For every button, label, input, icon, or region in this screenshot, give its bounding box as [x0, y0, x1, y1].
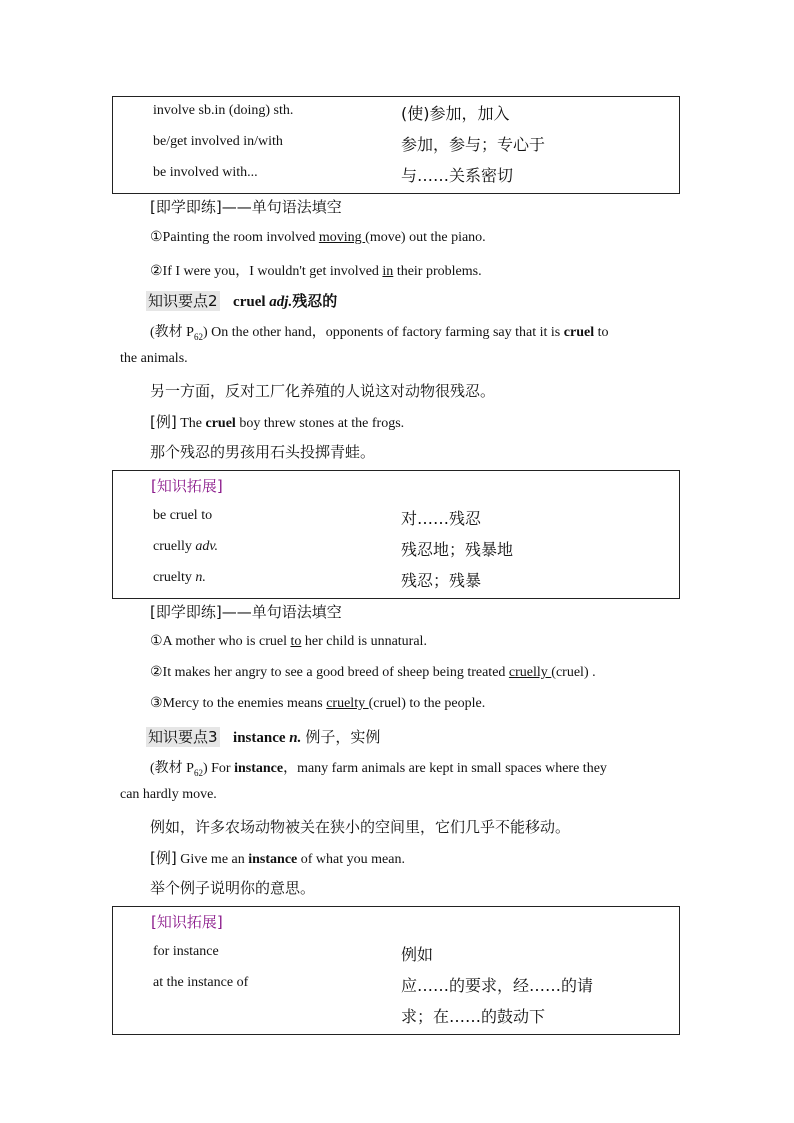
part-of-speech: adv. [195, 539, 219, 554]
phrase-zh: 应……的要求，经……的请 [401, 976, 594, 995]
phrase-en: be/get involved in/with [153, 134, 283, 149]
sentence-text: (cruel) . [551, 665, 596, 680]
phrase-zh: 残忍；残暴 [401, 571, 482, 590]
sentence-text: (cruel) to the people. [368, 696, 486, 711]
translation: 另一方面，反对工厂化养殖的人说这对动物很残忍。 [150, 382, 496, 400]
source-text: ，many farm animals are kept in small spaces where they [283, 761, 607, 776]
page-number: 62 [193, 331, 203, 342]
practice-heading: [即学即练]——单句语法填空 [150, 198, 342, 216]
textbook-source [150, 757, 607, 778]
source-text: ) For [202, 761, 235, 776]
phrase-row [153, 1006, 673, 1028]
phrase-zh: 例如 [401, 945, 434, 964]
phrase-en [153, 539, 218, 555]
phrase-en: involve sb.in (doing) sth. [153, 103, 294, 118]
phrase-row [153, 539, 673, 561]
expansion-box-cruel [112, 470, 680, 599]
practice-sentence [150, 664, 596, 681]
answer-blank: cruelly [508, 665, 552, 680]
phrase-en: at the instance of [153, 975, 249, 990]
phrase-word: cruelty [153, 570, 196, 585]
example-translation: 那个残忍的男孩用石头投掷青蛙。 [150, 443, 376, 461]
practice-sentence [150, 229, 486, 246]
keyword-in-sentence: instance [234, 761, 284, 776]
source-text: (教材 P [150, 325, 194, 340]
part-of-speech: n. [195, 570, 206, 585]
knowledge-point-label: 知识要点2 [148, 292, 218, 310]
keyword-in-sentence: instance [248, 852, 298, 867]
sentence-text: ②It makes her angry to see a good breed of sheep being treated [150, 665, 509, 680]
sentence-text: ③Mercy to the enemies means [150, 696, 327, 711]
part-of-speech: adj. [269, 294, 293, 310]
phrase-zh: 残忍地；残暴地 [401, 540, 514, 559]
source-text: ) On the other hand，opponents of factory farming say that it is [202, 325, 564, 340]
box-title: [知识拓展] [151, 913, 223, 931]
keyword: cruel [233, 294, 270, 310]
sentence-text: ①Painting the room involved [150, 230, 319, 245]
example-translation: 举个例子说明你的意思。 [150, 879, 316, 897]
example-sentence [150, 847, 405, 868]
phrase-row [153, 570, 673, 592]
sentence-text: her child is unnatural. [301, 634, 427, 649]
phrase-row [153, 103, 673, 125]
practice-heading: [即学即练]——单句语法填空 [150, 603, 342, 621]
textbook-source [150, 321, 608, 342]
textbook-source-cont: can hardly move. [120, 787, 217, 802]
phrase-zh: 对……残忍 [401, 509, 482, 528]
phrase-en: be cruel to [153, 508, 213, 523]
box-title: [知识拓展] [151, 477, 223, 495]
example-text: Give me an [176, 852, 249, 867]
keyword-meaning: 例子，实例 [305, 728, 381, 746]
sentence-text: (move) out the piano. [365, 230, 486, 245]
knowledge-point-heading [146, 726, 380, 747]
practice-sentence [150, 695, 485, 712]
sentence-text: ②If I were you，I wouldn't get involved [150, 264, 383, 279]
translation: 例如，许多农场动物被关在狭小的空间里，它们几乎不能移动。 [150, 818, 571, 836]
phrase-zh-continuation: 求；在……的鼓动下 [401, 1007, 546, 1026]
knowledge-point-heading [146, 290, 337, 311]
phrase-row [153, 508, 673, 530]
part-of-speech: n. [289, 730, 302, 746]
example-sentence [150, 411, 404, 432]
practice-sentence [150, 633, 427, 650]
example-text: The [176, 416, 206, 431]
answer-blank: in [382, 264, 394, 279]
knowledge-point-label: 知识要点3 [148, 728, 218, 746]
keyword: instance [233, 730, 290, 746]
phrase-row [153, 165, 673, 187]
phrase-row [153, 975, 673, 997]
example-tag: [例] [150, 849, 177, 867]
page-number: 62 [193, 767, 203, 778]
answer-blank: to [290, 634, 302, 649]
source-text: to [594, 325, 609, 340]
expansion-box-involve [112, 96, 680, 194]
keyword-meaning: 残忍的 [292, 292, 338, 310]
textbook-source-cont: the animals. [120, 351, 188, 366]
phrase-zh: 与……关系密切 [401, 166, 514, 185]
example-tag: [例] [150, 413, 177, 431]
phrase-row [153, 134, 673, 156]
phrase-en [153, 570, 206, 586]
phrase-zh: 参加，参与；专心于 [401, 135, 546, 154]
example-text: boy threw stones at the frogs. [235, 416, 405, 431]
expansion-box-instance [112, 906, 680, 1035]
sentence-text: ①A mother who is cruel [150, 634, 291, 649]
keyword-in-sentence: cruel [563, 325, 595, 340]
phrase-en: for instance [153, 944, 219, 959]
phrase-row [153, 944, 673, 966]
keyword-in-sentence: cruel [205, 416, 236, 431]
answer-blank: moving [318, 230, 366, 245]
source-text: (教材 P [150, 761, 194, 776]
phrase-word: cruelly [153, 539, 196, 554]
practice-sentence [150, 260, 482, 280]
sentence-text: their problems. [393, 264, 482, 279]
example-text: of what you mean. [297, 852, 405, 867]
phrase-en: be involved with... [153, 165, 258, 180]
phrase-zh: (使)参加，加入 [401, 104, 510, 123]
answer-blank: cruelty [326, 696, 369, 711]
